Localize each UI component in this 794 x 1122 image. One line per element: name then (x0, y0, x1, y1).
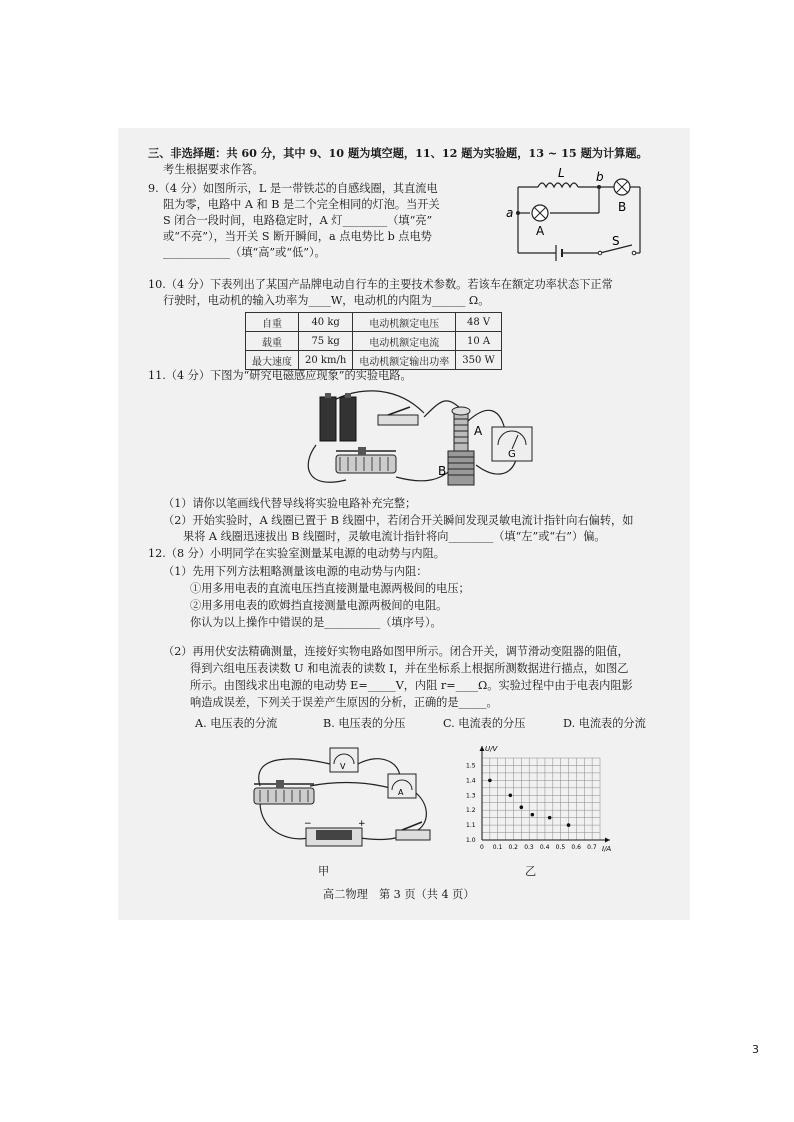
q10-line2: 行驶时，电动机的输入功率为____W，电动机的内阻为______ Ω。 (163, 294, 490, 307)
x-tick-label: 0.3 (524, 844, 534, 851)
x-axis-label: I/A (602, 845, 612, 853)
x-tick-label: 0.6 (571, 844, 581, 851)
svg-text:−: − (304, 819, 312, 829)
q12-choice-B: B. 电压表的分压 (323, 717, 406, 730)
table-row: 最大速度 20 km/h 电动机额定输出功率 350 W (246, 351, 502, 370)
data-point (567, 823, 571, 827)
rheostat-icon (254, 780, 314, 804)
q12-question: 你认为以上操作中错误的是__________（填序号）。 (190, 616, 442, 629)
q9-line3: S 闭合一段时间，电路稳定时，A 灯________（填“亮” (163, 214, 433, 227)
q12-choice-C: C. 电流表的分压 (443, 717, 526, 730)
label-switch-S: S (612, 234, 620, 248)
switch-icon (396, 822, 430, 840)
x-tick-label: 0 (480, 844, 484, 851)
y-tick-label: 1.2 (466, 807, 476, 815)
battery-icon (320, 393, 356, 441)
voltmeter-icon (330, 748, 358, 772)
q12-option-2: ②用多用电表的欧姆挡直接测量电源两极间的电阻。 (190, 599, 448, 612)
q9-line5: ____________（填“高”或“低”）。 (163, 246, 326, 259)
q12-choice-D: D. 电流表的分流 (563, 717, 646, 730)
q12-part2-line3: 所示。由图线求出电源的电动势 E=_____V，内阻 r=____Ω。实验过程中由于电表内阻影 (190, 679, 633, 692)
table-row: 自重 40 kg 电动机额定电压 48 V (246, 313, 502, 332)
q12-part1: （1）先用下列方法粗略测量该电源的电动势与内阻： (163, 565, 428, 578)
y-axis-arrow (480, 746, 485, 751)
section-instruction: 考生根据要求作答。 (163, 163, 264, 176)
q9-circuit-diagram (500, 165, 660, 270)
y-tick-label: 1.0 (466, 837, 476, 844)
label-coil-A: A (474, 424, 483, 438)
page-footer: 高二物理 第 3 页（共 4 页） (323, 888, 475, 901)
q12-part2-line2: 得到六组电压表读数 U 和电流表的读数 I，并在坐标系上根据所测数据进行描点，如图乙 (190, 662, 629, 675)
x-tick-label: 0.4 (539, 844, 550, 851)
q11-part2-line2: 果将 A 线圈迅速拔出 B 线圈时，灵敏电流计指针将向________（填“左”或“右”）偏。 (183, 530, 606, 543)
q9-line1: 9.（4 分）如图所示，L 是一带铁芯的自感线圈，其直流电 (148, 182, 438, 195)
node-a (516, 211, 520, 215)
coil-B-icon (448, 451, 474, 485)
figure-jia-caption: 甲 (318, 865, 330, 878)
section-title: 三、非选择题：共 60 分，其中 9、10 题为填空题，11、12 题为实验题，13 ~ 15 题为计算题。 (148, 146, 648, 160)
battery-icon (304, 819, 366, 846)
q12-figure-yi-chart (464, 742, 614, 860)
svg-text:V: V (340, 762, 346, 771)
q12-part2-line4: 响造成误差，下列关于误差产生原因的分析，正确的是_____。 (190, 696, 498, 709)
q11-part2-line1: （2）开始实验时，A 线圈已置于 B 线圈中，若闭合开关瞬间发现灵敏电流计指针向右偏转，如 (163, 514, 634, 527)
q11-apparatus-figure (296, 385, 548, 495)
svg-text:A: A (398, 788, 404, 797)
y-tick-label: 1.1 (466, 822, 476, 830)
page-number: 3 (752, 1043, 759, 1056)
q11-part1: （1）请你以笔画线代替导线将实验电路补充完整； (163, 497, 417, 510)
data-point (509, 793, 513, 797)
rheostat-icon (336, 447, 396, 473)
svg-text:+: + (358, 819, 366, 829)
y-tick-label: 1.5 (466, 762, 476, 770)
y-tick-label: 1.4 (466, 777, 476, 785)
x-tick-label: 0.7 (587, 844, 597, 851)
q9-line2: 阻为零，电路中 A 和 B 是二个完全相同的灯泡。当开关 (163, 198, 440, 211)
data-point (548, 816, 552, 820)
label-L: L (558, 166, 565, 180)
q12-choice-A: A. 电压表的分流 (195, 717, 278, 730)
figure-yi-caption: 乙 (525, 865, 537, 878)
q12-figure-jia (240, 742, 452, 862)
label-coil-B: B (438, 464, 447, 478)
x-tick-label: 0.1 (492, 844, 503, 851)
label-a: a (506, 206, 514, 220)
q10-line1: 10.（4 分）下表列出了某国产品牌电动自行车的主要技术参数。若该车在额定功率状态下正常 (148, 278, 613, 291)
y-tick-label: 1.3 (466, 792, 476, 800)
table-row: 载重 75 kg 电动机额定电流 10 A (246, 332, 502, 351)
ammeter-icon (388, 774, 416, 798)
q12-option-1: ①用多用电表的直流电压挡直接测量电源两极间的电压； (190, 582, 470, 595)
switch-icon (378, 407, 418, 425)
q12-part2-line1: （2）再用伏安法精确测量，连接好实物电路如图甲所示。闭合开关，调节滑动变阻器的阻值， (163, 645, 629, 658)
label-lamp-B: B (618, 200, 627, 214)
q10-parameter-table (245, 312, 502, 370)
coil-A-icon (452, 407, 470, 455)
y-axis-label: U/V (485, 745, 498, 753)
q9-line4: 或“不亮”），当开关 S 断开瞬间，a 点电势比 b 点电势 (163, 230, 432, 243)
data-point (531, 813, 535, 817)
label-lamp-A: A (536, 224, 545, 238)
node-b (597, 185, 601, 189)
label-galvanometer-G: G (508, 449, 516, 460)
q11-title: 11.（4 分）下图为“研究电磁感应现象”的实验电路。 (148, 369, 412, 382)
data-point (520, 805, 524, 809)
data-point (488, 779, 492, 783)
x-tick-label: 0.2 (508, 844, 519, 851)
x-tick-label: 0.5 (555, 844, 566, 851)
x-axis-arrow (605, 838, 610, 843)
label-b: b (596, 170, 604, 184)
q12-title: 12.（8 分）小明同学在实验室测量某电源的电动势与内阻。 (148, 547, 445, 560)
